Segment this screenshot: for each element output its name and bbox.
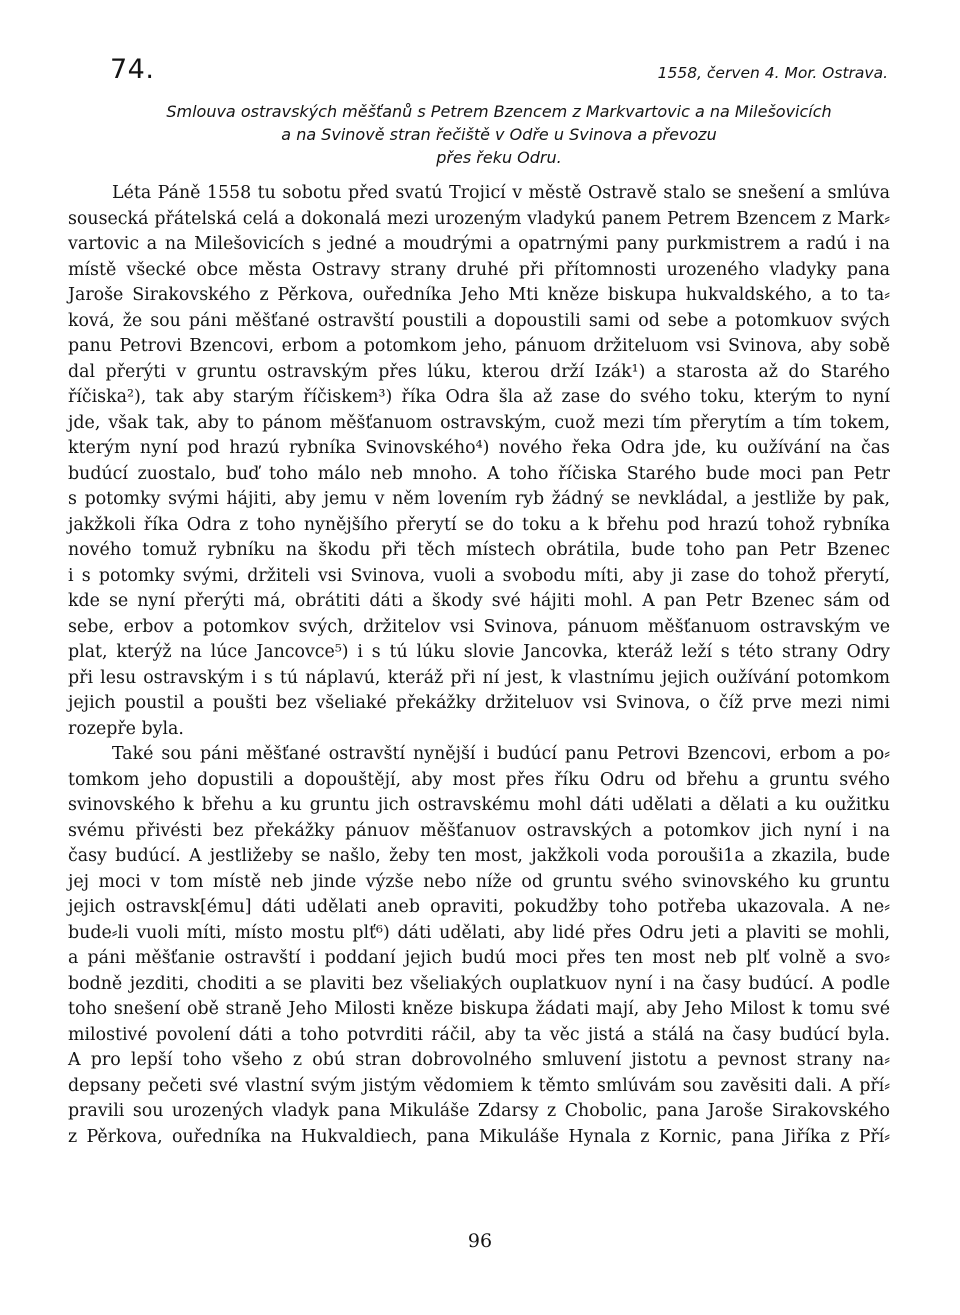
text-line: Jaroše Sirakovského z Pěrkova, ouředníka Jeho Mti kněze biskupa hukvaldského, a to ta⸗ <box>68 285 890 305</box>
title-line: přes řeku Odru. <box>436 148 562 167</box>
text-line: kde se nyní přerýti má, obrátiti dáti a škody své hájiti mohl. A pan Petr Bzenec sám od <box>68 591 890 611</box>
text-line: s potomky svými hájiti, aby jemu v něm lovením ryb žádný se nevkládal, a jestliže by pak, <box>68 489 890 509</box>
text-line: nového tomuž rybníku na škodu při těch místech obrátila, bude toho pan Petr Bzenec <box>68 540 890 560</box>
text-line: Léta Páně 1558 tu sobotu před svatú Trojicí v městě Ostravě stalo se snešení a smlúva <box>112 183 890 203</box>
text-line: a páni měšťanie ostravští i poddaní jejich budú moci přes ten most neb plť volně a svo⸗ <box>68 948 890 968</box>
text-line: sousecká přátelská celá a dokonalá mezi urozeným vladykú panem Petrem Bzencem z Mark⸗ <box>68 208 890 229</box>
document-body <box>68 181 890 1150</box>
text-line: jej moci v tom místě neb jinde výzše nebo níže od gruntu svého svinovského ku gruntu <box>68 871 890 892</box>
text-line: milostivé povolení dáti a toho potvrditi ráčil, aby ta věc jistá a stálá na časy budúcí byla. <box>68 1024 890 1045</box>
document-number: 74. <box>110 54 155 85</box>
text-line: při lesu ostravským i s tú náplavú, kteráž při ní jest, k vlastnímu jejich oužívání potomkom <box>68 667 890 688</box>
text-line: říčiska²), tak aby starým říčiskem³) říka Odra šla až zase do svého toku, kterým to nyní <box>68 387 890 407</box>
document-dateline: 1558, červen 4. Mor. Ostrava. <box>657 64 888 82</box>
text-line: dal přerýti v gruntu ostravským přes lúku, kterou drží Izák¹) a starosta až do Starého <box>68 361 890 382</box>
text-line: tomkom jeho dopustili a dopouštějí, aby most přes říku Odru od břehu a gruntu svého <box>68 769 890 790</box>
text-line: svinovského k břehu a ku gruntu jich ostravskému mohl dáti udělati a dělati a ku oužitku <box>68 795 890 815</box>
text-line: bodně jezditi, choditi a se plaviti bez všeliakých ouplatkuov nyní i na časy budúcí. A podle <box>68 973 890 994</box>
text-line: bude⸗li vuoli míti, místo mostu plť⁶) dáti udělati, aby lidé přes Odru jeti a plaviti se mohli, <box>68 922 890 943</box>
text-line: jakžkoli říka Odra z toho nynějšího přerytí se do toku a k břehu pod hrazú tohož rybníka <box>68 514 890 535</box>
title-line: Smlouva ostravských měšťanů s Petrem Bzencem z Markvartovic a na Milešovicích <box>166 102 832 121</box>
text-line: ková, že sou páni měšťané ostravští poustili a dopoustili sami od sebe a potomkuov svých <box>68 310 890 331</box>
text-line: budúcí zuostalo, buď toho málo neb mnoho. A toho říčiska Starého bude moci pan Petr <box>68 463 890 484</box>
text-line: A pro lepší toho všeho z obú stran dobrovolného smluvení jistotu a pevnost strany na⸗ <box>68 1050 890 1070</box>
title-line: a na Svinově stran řečiště v Odře u Svinova a převozu <box>281 125 717 144</box>
text-line: i s potomky svými, držiteli vsi Svinova, vuoli a svobodu míti, aby ji zase do tohož přerytí, <box>68 565 890 586</box>
text-line: rozepře byla. <box>68 718 184 739</box>
text-line: plat, kterýž na lúce Jancovce⁵) i s tú lúku slovie Jancovka, kteráž leží s této strany Odry <box>68 642 890 662</box>
text-line: pravili sou urozených vladyk pana Mikuláše Zdarsy z Chobolic, pana Jaroše Sirakovského <box>68 1101 890 1121</box>
text-line: svému přivésti bez překážky pánuov měšťanuov ostravských a potomkov jich nyní i na <box>68 820 890 841</box>
text-line: sebe, erbov a potomkov svých, držitelov vsi Svinova, pánuom měšťanuom ostravským ve <box>68 616 890 637</box>
text-line: časy budúcí. A jestližeby se našlo, žeby ten most, jakžkoli voda porouši1a a zkazila, bude <box>68 846 890 866</box>
document-title <box>110 100 888 169</box>
text-line: vartovic a na Milešovicích s jedné a moudrými a opatrnými pany purkmistrem a radú i na <box>68 234 890 254</box>
text-line: depsany pečeti své vlastní svým jistým vědomiem k těmto smlúvám sou zavěsiti dali. A pří⸗ <box>68 1075 890 1096</box>
text-line: jde, však tak, aby to pánom měšťanuom ostravským, cuož mezi tím přerytím a tím tokem, <box>68 412 890 433</box>
text-line: jejich poustil a poušti bez všeliaké překážky držiteluov vsi Svinova, o číž prve mezi nimi <box>68 693 890 713</box>
text-line: jejich ostravsk[ému] dáti udělati aneb opraviti, pokudžby toho potřeba ukazovala. A ne⸗ <box>68 897 890 917</box>
text-line: panu Petrovi Bzencovi, erbom a potomkom jeho, pánuom držiteluom vsi Svinova, aby sobě <box>68 336 890 356</box>
page-number: 96 <box>467 1230 493 1252</box>
text-line: toho snešení obě straně Jeho Milosti kněze biskupa žádati mají, aby Jeho Milost k tomu své <box>68 999 890 1019</box>
text-line: kterým nyní pod hrazú rybníka Svinovského⁴) nového řeka Odra jde, ku oužívání na čas <box>68 438 890 458</box>
text-line: Také sou páni měšťané ostravští nynější i budúcí panu Petrovi Bzencovi, erbom a po⸗ <box>112 744 890 764</box>
text-line: místě všecké obce města Ostravy strany druhé při přítomnosti urozeného vladyky pana <box>68 259 890 280</box>
text-line: z Pěrkova, ouředníka na Hukvaldiech, pana Mikuláše Hynala z Kornic, pana Jiříka z Pří⸗ <box>68 1126 890 1147</box>
